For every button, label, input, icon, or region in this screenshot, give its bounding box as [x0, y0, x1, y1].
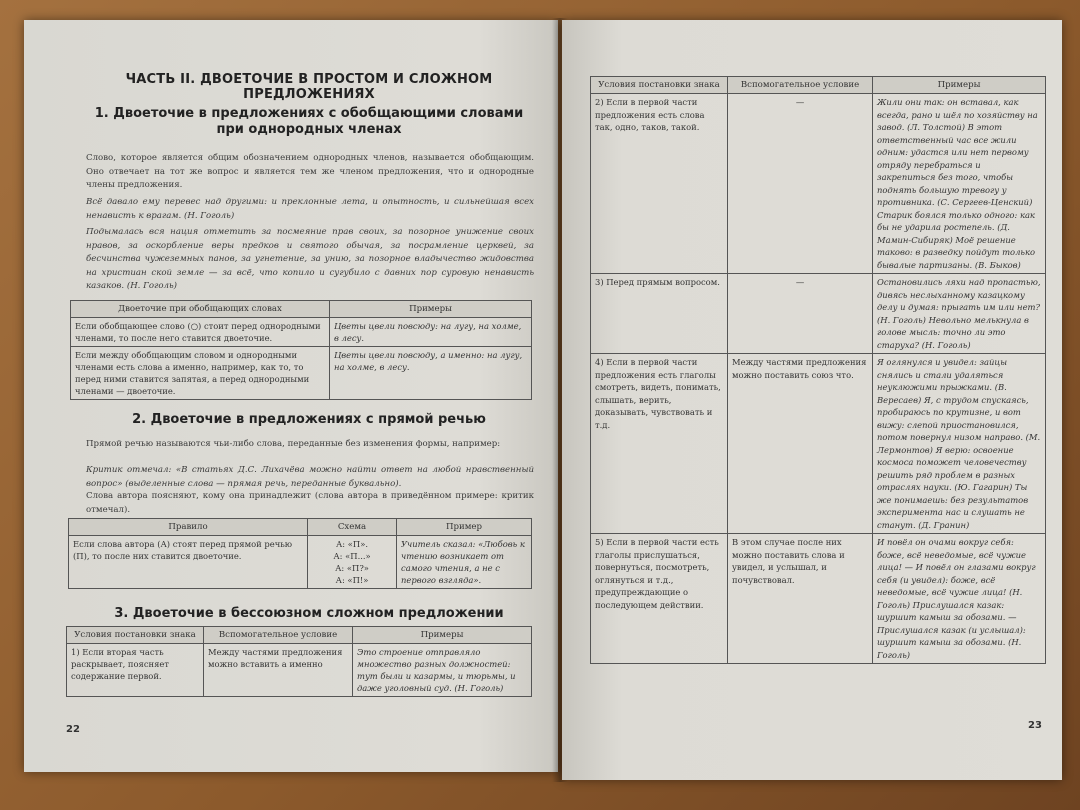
- table4-row3-examples: Я оглянулся и увидел: зайцы снялись и стали удаляться неуклюжими прыжками. (В. Вересаев) Я, с трудом спускаясь, пробираюсь по крутизне, и вот вижу: слепой приостановился, потом повернул низом направо. (М. Лермонтов) Я верю: освоение космоса поможет человечеству решить ряд проблем в разных отраслях науки. (Ю. Гагарин) Ты же понимаешь: без результатов эксперимента нас и слушать не станут. (Д. Гранин): [873, 354, 1046, 534]
- table3-head-conditions: Условия постановки знака: [67, 627, 204, 644]
- table-row: [71, 318, 532, 347]
- table-row: [591, 354, 1046, 534]
- section1-title-line1: 1. Двоеточие в предложениях с обобщающими словами: [94, 106, 524, 121]
- table3-aux: Между частями предложения можно вставить а именно: [204, 644, 353, 697]
- table2-head-example: Пример: [397, 519, 532, 536]
- table-row: [67, 644, 532, 697]
- section3-title: 3. Двоеточие в бессоюзном сложном предложении: [114, 606, 504, 621]
- part-title: ЧАСТЬ II. ДВОЕТОЧИЕ В ПРОСТОМ И СЛОЖНОМ ПРЕДЛОЖЕНИЯХ: [125, 72, 493, 102]
- page-number-right: 23: [1028, 720, 1042, 731]
- section2-example: Критик отмечал: «В статьях Д.С. Лихачёва можно найти ответ на любой нравственный вопрос» (выделенные слова — прямая речь, переданные буквально).: [86, 465, 534, 489]
- table-row: [71, 347, 532, 400]
- table-row: [69, 536, 532, 589]
- table1-row1-example: Цветы цвели повсюду: на лугу, на холме, в лесу.: [330, 318, 532, 347]
- table4-row2-aux: —: [728, 274, 873, 354]
- table4-row3-aux: Между частями предложения можно поставить союз что.: [728, 354, 873, 534]
- section1-definition: Слово, которое является общим обозначением однородных членов, называется обобщающим. Оно отвечает на тот же вопрос и является тем же членом предложения, что и однородные члены предложения.: [86, 153, 534, 190]
- table2-rule: Если слова автора (А) стоят перед прямой речью (П), то после них ставится двоеточие.: [69, 536, 308, 589]
- table3-head-aux: Вспомогательное условие: [204, 627, 353, 644]
- table1-row2-rule: Если между обобщающим словом и однородными членами есть слова а именно, например, как то, то перед ними ставится запятая, а перед однородными членами — двоеточие.: [71, 347, 330, 400]
- section1-title: [84, 106, 534, 138]
- table3-condition: 1) Если вторая часть раскрывает, поясняет содержание первой.: [67, 644, 204, 697]
- table4-head-aux: Вспомогательное условие: [728, 77, 873, 94]
- table4-row2-examples: Остановились ляхи над пропастью, дивясь неслыханному казацкому делу и думая: прыгать им или нет? (Н. Гоголь) Невольно мелькнула в голове мысль: точно ли это старуха? (Н. Гоголь): [873, 274, 1046, 354]
- table3-head-examples: Примеры: [353, 627, 532, 644]
- conditions-table: [590, 76, 1046, 664]
- table1-row2-example: Цветы цвели повсюду, а именно: на лугу, на холме, в лесу.: [330, 347, 532, 400]
- table1-row1-rule: Если обобщающее слово (○) стоит перед однородными членами, то после него ставится двоеточие.: [71, 318, 330, 347]
- asyndetic-table: [66, 626, 532, 697]
- table4-head-conditions: Условия постановки знака: [591, 77, 728, 94]
- table2-head-scheme: Схема: [308, 519, 397, 536]
- scheme-item: А: «П...»: [333, 551, 371, 561]
- table4-head-examples: Примеры: [873, 77, 1046, 94]
- table4-row4-examples: И повёл он очами вокруг себя: боже, всё неведомые, всё чужие лица! — И повёл он глазами вокруг себя (и увидел): боже, всё неведомые, всё чужие лица! (Н. Гоголь) Прислушался казак: шуршит камыш за обозами. — Прислушался казак (и услышал): шуршит камыш за обозами. (Н. Гоголь): [873, 534, 1046, 664]
- table4-row4-aux: В этом случае после них можно поставить слова и увидел, и услышал, и почувствовал.: [728, 534, 873, 664]
- generalizing-words-table: [70, 300, 532, 400]
- table1-head-rule: Двоеточие при обобщающих словах: [71, 301, 330, 318]
- right-page: [562, 20, 1062, 780]
- direct-speech-table: [68, 518, 532, 589]
- section2-title: 2. Двоеточие в предложениях с прямой речью: [132, 412, 486, 427]
- table4-row2-condition: 3) Перед прямым вопросом.: [591, 274, 728, 354]
- table1-head-examples: Примеры: [330, 301, 532, 318]
- table4-row3-condition: 4) Если в первой части предложения есть глаголы смотреть, видеть, понимать, слышать, верить, доказывать, чувствовать и т.д.: [591, 354, 728, 534]
- table-row: [591, 534, 1046, 664]
- page-number-left: 22: [66, 724, 80, 735]
- table3-example: Это строение отправляло множество разных должностей: тут были и казармы, и тюрьмы, и даже уголовный суд. (Н. Гоголь): [353, 644, 532, 697]
- scheme-item: А: «П».: [335, 539, 369, 549]
- table4-row1-aux: —: [728, 94, 873, 274]
- section1-example2: Подымалась вся нация отметить за посмеяние прав своих, за позорное унижение своих нравов, за оскорбление веры предков и святого обычая, за посрамление церквей, за бесчинства чужеземных панов, за угнетение, за унию, за позорное владычество жидовства на христиан ской земле — за всё, что копило и сугубило с давних пор суровую ненависть казаков. (Н. Гоголь): [86, 227, 534, 291]
- scheme-item: А: «П?»: [335, 563, 369, 573]
- scheme-item: А: «П!»: [335, 575, 369, 585]
- section2-author-words: Слова автора поясняют, кому она принадлежит (слова автора в приведённом примере: критик отмечал).: [86, 491, 534, 515]
- table-row: [591, 94, 1046, 274]
- table2-schemes: [308, 536, 397, 589]
- left-page: [24, 20, 558, 772]
- table4-row4-condition: 5) Если в первой части есть глаголы прислушаться, повернуться, посмотреть, оглянуться и т.д., предупреждающие о последующем действии.: [591, 534, 728, 664]
- section1-example1: Всё давало ему перевес над другими: и преклонные лета, и опытность, и сильнейшая всех ненависть к врагам. (Н. Гоголь): [86, 197, 534, 221]
- table4-row1-examples: Жили они так: он вставал, как всегда, рано и шёл по хозяйству на завод. (Л. Толстой) В этот ответственный час все жили одним: удастся или нет первому отряду перебраться и закрепиться без того, чтобы поднять большую тревогу у противника. (С. Сергеев-Ценский) Старик боялся только одного: как бы не ударила ростепель. (Д. Мамин-Сибиряк) Моё решение таково: в разведку пойдут только бывалые партизаны. (В. Быков): [873, 94, 1046, 274]
- section1-title-line2: при однородных членах: [216, 122, 402, 137]
- table-row: [591, 274, 1046, 354]
- table2-example: Учитель сказал: «Любовь к чтению возникает от самого чтения, а не с первого взгляда».: [397, 536, 532, 589]
- section2-definition: Прямой речью называются чьи-либо слова, переданные без изменения формы, например:: [86, 439, 501, 449]
- table4-row1-condition: 2) Если в первой части предложения есть слова так, одно, таков, такой.: [591, 94, 728, 274]
- table2-head-rule: Правило: [69, 519, 308, 536]
